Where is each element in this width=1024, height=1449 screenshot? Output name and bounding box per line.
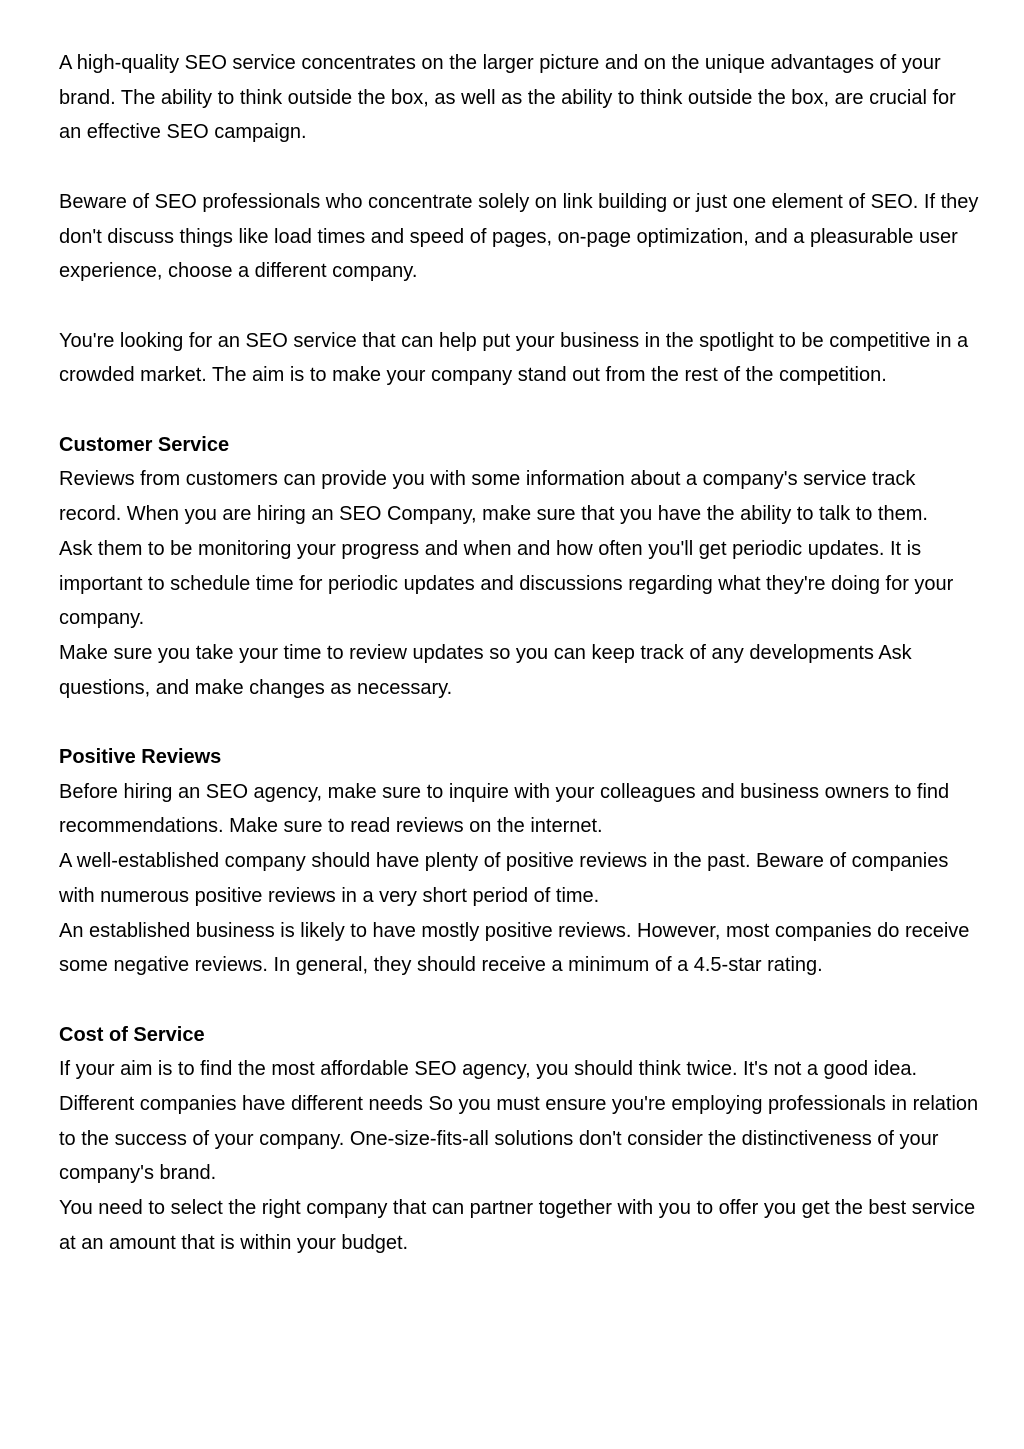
section-heading: Positive Reviews <box>59 746 222 768</box>
section-cost-of-service <box>59 1018 979 1261</box>
section-paragraph: Make sure you take your time to review updates so you can keep track of any developments Ask questions, and make changes as necessary. <box>59 641 912 699</box>
section-paragraph: Ask them to be monitoring your progress and when and how often you'll get periodic updates. It is important to schedule time for periodic updates and discussions regarding what they're doing for your company. <box>59 537 954 630</box>
intro-paragraph: Beware of SEO professionals who concentrate solely on link building or just one element of SEO. If they don't discuss things like load times and speed of pages, on-page optimization, and a pleasurable user experience, choose a different company. <box>59 190 979 283</box>
section-paragraph: Reviews from customers can provide you with some information about a company's service track record. When you are hiring an SEO Company, make sure that you have the ability to talk to them. <box>59 468 928 526</box>
section-positive-reviews <box>59 740 979 983</box>
section-paragraph: You need to select the right company that can partner together with you to offer you get the best service at an amount that is within your budget. <box>59 1197 976 1254</box>
section-paragraph: Different companies have different needs So you must ensure you're employing professionals in relation to the success of your company. One-size-fits-all solutions don't consider the distinctiveness of your company's brand. <box>59 1093 979 1185</box>
section-paragraph: If your aim is to find the most affordable SEO agency, you should think twice. It's not a good idea. <box>59 1058 917 1081</box>
section-paragraph: An established business is likely to have mostly positive reviews. However, most companies do receive some negative reviews. In general, they should receive a minimum of a 4.5-star rating. <box>59 919 970 977</box>
section-heading: Customer Service <box>59 433 230 456</box>
section-heading: Cost of Service <box>59 1023 205 1046</box>
intro-paragraph: A high-quality SEO service concentrates on the larger picture and on the unique advantages of your brand. The ability to think outside the box, as well as the ability to think outside the box, are crucial for an effective SEO campaign. <box>59 52 956 144</box>
document-body <box>59 46 979 1261</box>
section-paragraph: A well-established company should have plenty of positive reviews in the past. Beware of companies with numerous positive reviews in a very short period of time. <box>59 850 949 907</box>
section-customer-service <box>59 428 979 706</box>
section-paragraph: Before hiring an SEO agency, make sure to inquire with your colleagues and business owners to find recommendations. Make sure to read reviews on the internet. <box>59 780 950 838</box>
intro-paragraph: You're looking for an SEO service that can help put your business in the spotlight to be competitive in a crowded market. The aim is to make your company stand out from the rest of the competition. <box>59 329 969 387</box>
